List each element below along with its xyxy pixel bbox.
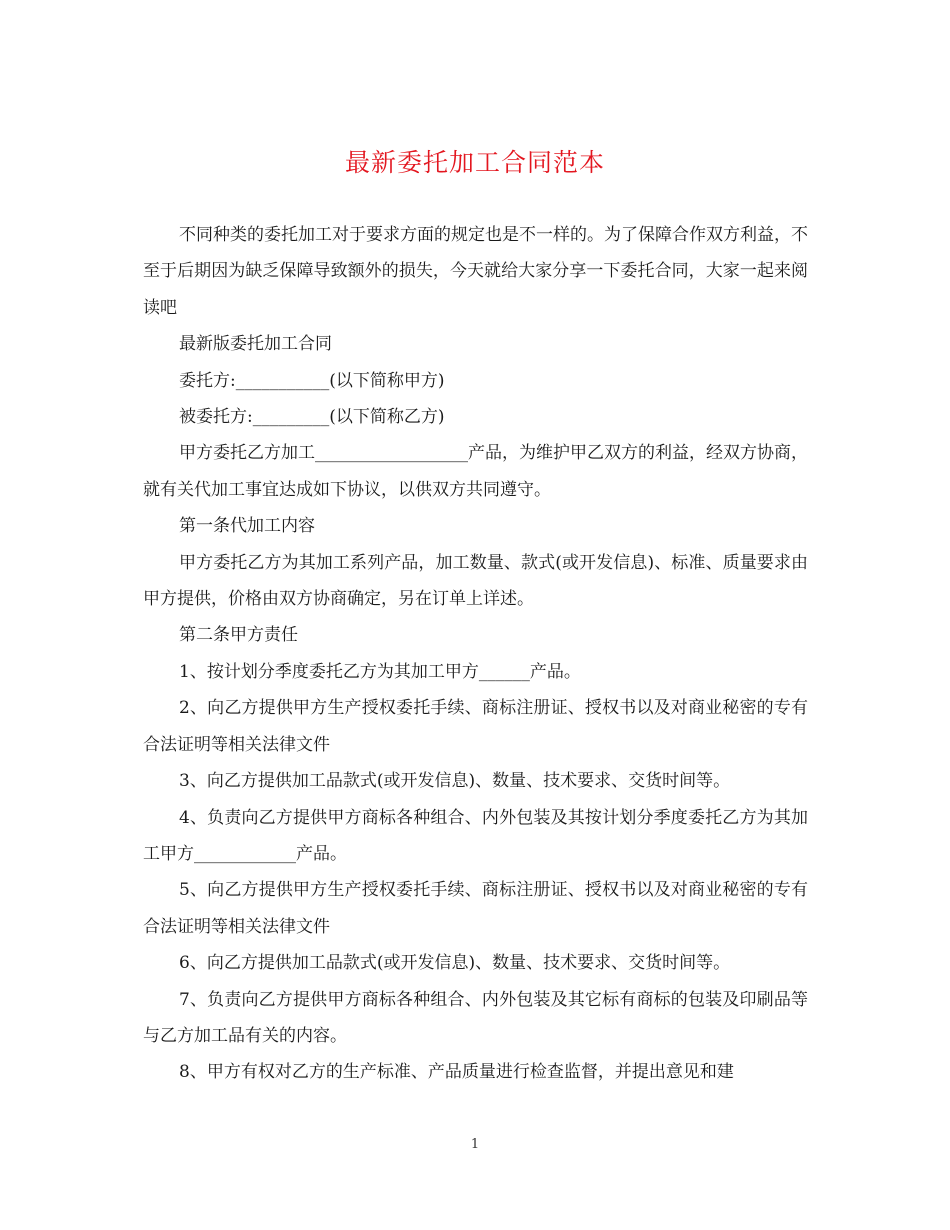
paragraph-article-1-body: 甲方委托乙方为其加工系列产品，加工数量、款式(或开发信息)、标准、质量要求由甲方提供，价格由双方协商确定，另在订单上详述。 xyxy=(143,552,808,610)
document-body xyxy=(143,217,808,1091)
list-item: 5、向乙方提供甲方生产授权委托手续、商标注册证、授权书以及对商业秘密的专有合法证明等相关法律文件 xyxy=(143,880,808,937)
document-title: 最新委托加工合同范本 xyxy=(344,148,605,177)
paragraph-article-2-heading: 第二条甲方责任 xyxy=(179,625,298,646)
paragraph-contract-heading: 最新版委托加工合同 xyxy=(179,334,332,355)
list-item: 8、甲方有权对乙方的生产标准、产品质量进行检查监督，并提出意见和建 xyxy=(179,1062,734,1083)
page-number: 1 xyxy=(470,1137,480,1152)
list-item: 7、负责向乙方提供甲方商标各种组合、内外包装及其它标有商标的包装及印刷品等与乙方加工品有关的内容。 xyxy=(143,989,808,1046)
list-item: 6、向乙方提供加工品款式(或开发信息)、数量、技术要求、交货时间等。 xyxy=(179,953,731,974)
list-item: 3、向乙方提供加工品款式(或开发信息)、数量、技术要求、交货时间等。 xyxy=(179,771,731,792)
list-item: 1、按计划分季度委托乙方为其加工甲方______产品。 xyxy=(179,661,581,682)
list-item: 2、向乙方提供甲方生产授权委托手续、商标注册证、授权书以及对商业秘密的专有合法证明等相关法律文件 xyxy=(143,698,808,755)
list-item: 4、负责向乙方提供甲方商标各种组合、内外包装及其按计划分季度委托乙方为其加工甲方____________产品。 xyxy=(143,807,808,864)
paragraph-contractor-party: 被委托方:_________(以下简称乙方) xyxy=(179,407,445,428)
paragraph-intro: 不同种类的委托加工对于要求方面的规定也是不一样的。为了保障合作双方利益，不至于后期因为缺乏保障导致额外的损失，今天就给大家分享一下委托合同，大家一起来阅读吧 xyxy=(143,225,808,318)
paragraph-client-party: 委托方:___________(以下简称甲方) xyxy=(179,370,445,391)
paragraph-agreement-preamble: 甲方委托乙方加工__________________产品，为维护甲乙双方的利益，经双方协商，就有关代加工事宜达成如下协议，以供双方共同遵守。 xyxy=(143,443,808,500)
paragraph-article-1-heading: 第一条代加工内容 xyxy=(179,516,315,537)
